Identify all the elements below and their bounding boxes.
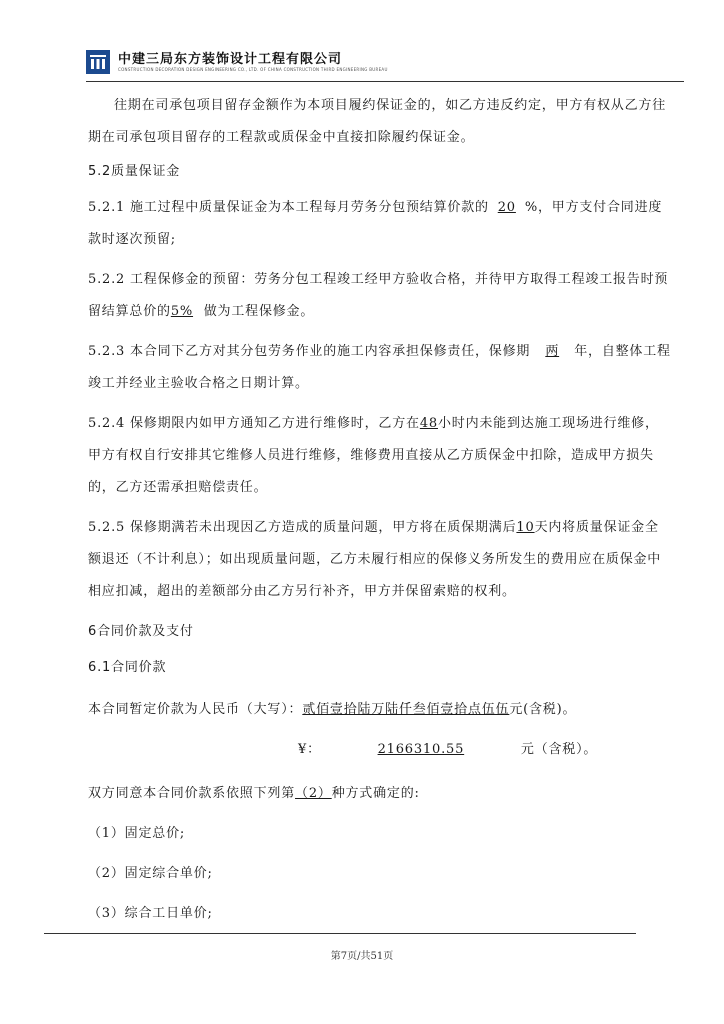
- pricing-method-statement: 双方同意本合同价款系依照下列第（2）种方式确定的:: [88, 786, 420, 801]
- pricing-option-1: （1）固定总价;: [88, 826, 186, 841]
- footer-divider: [44, 933, 636, 934]
- document-body: [88, 90, 672, 930]
- company-name: 中建三局东方装饰设计工程有限公司: [118, 52, 343, 67]
- page-header: [86, 44, 684, 82]
- clause-5-2-4: 5.2.4 保修期限内如甲方通知乙方进行维修时，乙方在48小时内未能到达施工现场进行维修，甲方有权自行安排其它维修人员进行维修，维修费用直接从乙方质保金中扣除，造成甲方损失的，乙方还需承担赔偿责任。: [88, 416, 659, 495]
- pricing-option-2: （2）固定综合单价;: [88, 866, 213, 881]
- contract-price-number: ¥： 2166310.55 元（含税）。: [298, 742, 598, 757]
- clause-5-2-2: 5.2.2 工程保修金的预留：劳务分包工程竣工经甲方验收合格，并待甲方取得工程竣工报告时预留结算总价的5% 做为工程保修金。: [88, 272, 669, 319]
- header-divider: [86, 81, 684, 82]
- section-heading-6-1: 6.1合同价款: [88, 660, 167, 675]
- clause-5-2-1: 5.2.1 施工过程中质量保证金为本工程每月劳务分包预结算价款的 20 %，甲方支付合同进度款时逐次预留;: [88, 200, 663, 247]
- page-number: 第7页/共51页: [330, 951, 394, 962]
- clause-5-2-5: 5.2.5 保修期满若未出现因乙方造成的质量问题，甲方将在质保期满后10天内将质量保证金全额退还（不计利息）；如出现质量问题，乙方未履行相应的保修义务所发生的费用应在质保金中相应扣减，超出的差额部分由乙方另行补齐，甲方并保留索赔的权利。: [88, 520, 662, 599]
- paragraph-performance-bond: 往期在司承包项目留存金额作为本项目履约保证金的，如乙方违反约定，甲方有权从乙方往期在司承包项目留存的工程款或质保金中直接扣除履约保证金。: [88, 98, 667, 145]
- section-heading-6: 6合同价款及支付: [88, 624, 194, 639]
- company-english-name: CONSTRUCTION DECORATION DESIGN ENGINEERING CO., LTD. OF CHINA CONSTRUCTION THIRD ENGINEERING BUREAU: [118, 67, 388, 72]
- contract-price-words: 本合同暂定价款为人民币（大写）：贰佰壹拾陆万陆仟叁佰壹拾点伍伍元(含税)。: [88, 702, 577, 717]
- company-logo-icon: [86, 50, 110, 74]
- clause-5-2-3: 5.2.3 本合同下乙方对其分包劳务作业的施工内容承担保修责任，保修期 两 年，自整体工程竣工并经业主验收合格之日期计算。: [88, 344, 671, 391]
- pricing-option-3: （3）综合工日单价;: [88, 906, 213, 921]
- section-heading-5-2: 5.2质量保证金: [88, 164, 181, 179]
